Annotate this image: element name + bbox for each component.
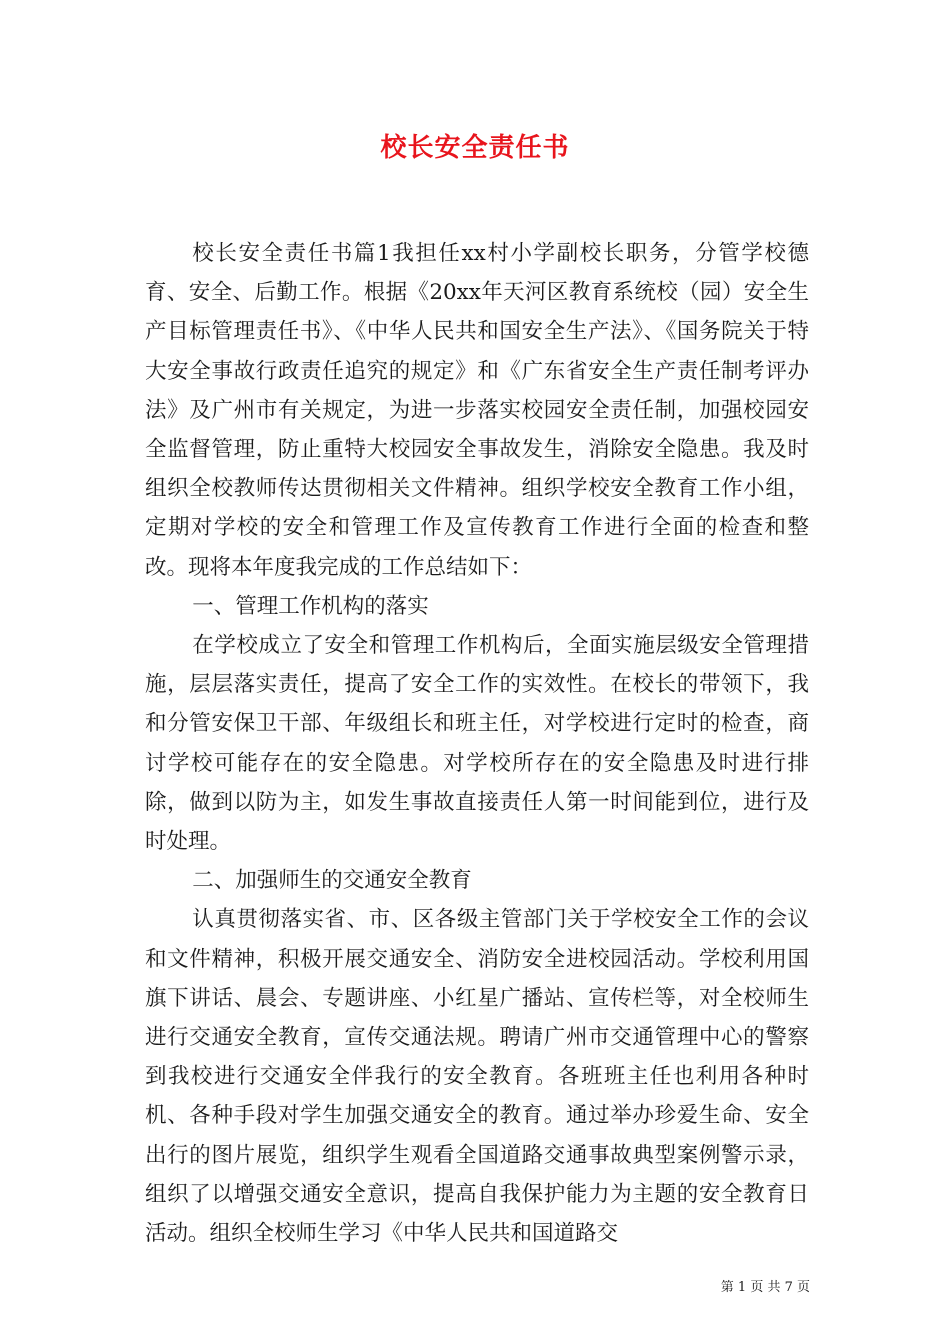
section-heading-1: 一、管理工作机构的落实: [192, 593, 429, 619]
document-title: 校长安全责任书: [380, 133, 570, 163]
paragraph-intro: 校长安全责任书篇1我担任xx村小学副校长职务，分管学校德育、安全、后勤工作。根据《20xx年天河区教育系统校（园）安全生产目标管理责任书》、《中华人民共和国安全生产法》、《国务院关于特大安全事故行政责任追究的规定》和《广东省安全生产责任制考评办法》及广州市有关规定，为进一步落实校园安全责任制，加强校园安全监督管理，防止重特大校园安全事故发生，消除安全隐患。我及时组织全校教师传达贯彻相关文件精神。组织学校安全教育工作小组，定期对学校的安全和管理工作及宣传教育工作进行全面的检查和整改。现将本年度我完成的工作总结如下：: [145, 241, 809, 580]
document-body: [145, 234, 809, 1253]
paragraph-section-2: 认真贯彻落实省、市、区各级主管部门关于学校安全工作的会议和文件精神，积极开展交通安全、消防安全进校园活动。学校利用国旗下讲话、晨会、专题讲座、小红星广播站、宣传栏等，对全校师生进行交通安全教育，宣传交通法规。聘请广州市交通管理中心的警察到我校进行交通安全伴我行的安全教育。各班班主任也利用各种时机、各种手段对学生加强交通安全的教育。通过举办珍爱生命、安全出行的图片展览，组织学生观看全国道路交通事故典型案例警示录，组织了以增强交通安全意识，提高自我保护能力为主题的安全教育日活动。组织全校师生学习《中华人民共和国道路交: [145, 907, 809, 1247]
page-number-footer: 第 1 页 共 7 页: [720, 1280, 810, 1295]
section-heading-2: 二、加强师生的交通安全教育: [192, 868, 472, 894]
paragraph-section-1: 在学校成立了安全和管理工作机构后，全面实施层级安全管理措施，层层落实责任，提高了安全工作的实效性。在校长的带领下，我和分管安保卫干部、年级组长和班主任，对学校进行定时的检查，商讨学校可能存在的安全隐患。对学校所存在的安全隐患及时进行排除，做到以防为主，如发生事故直接责任人第一时间能到位，进行及时处理。: [145, 633, 809, 855]
